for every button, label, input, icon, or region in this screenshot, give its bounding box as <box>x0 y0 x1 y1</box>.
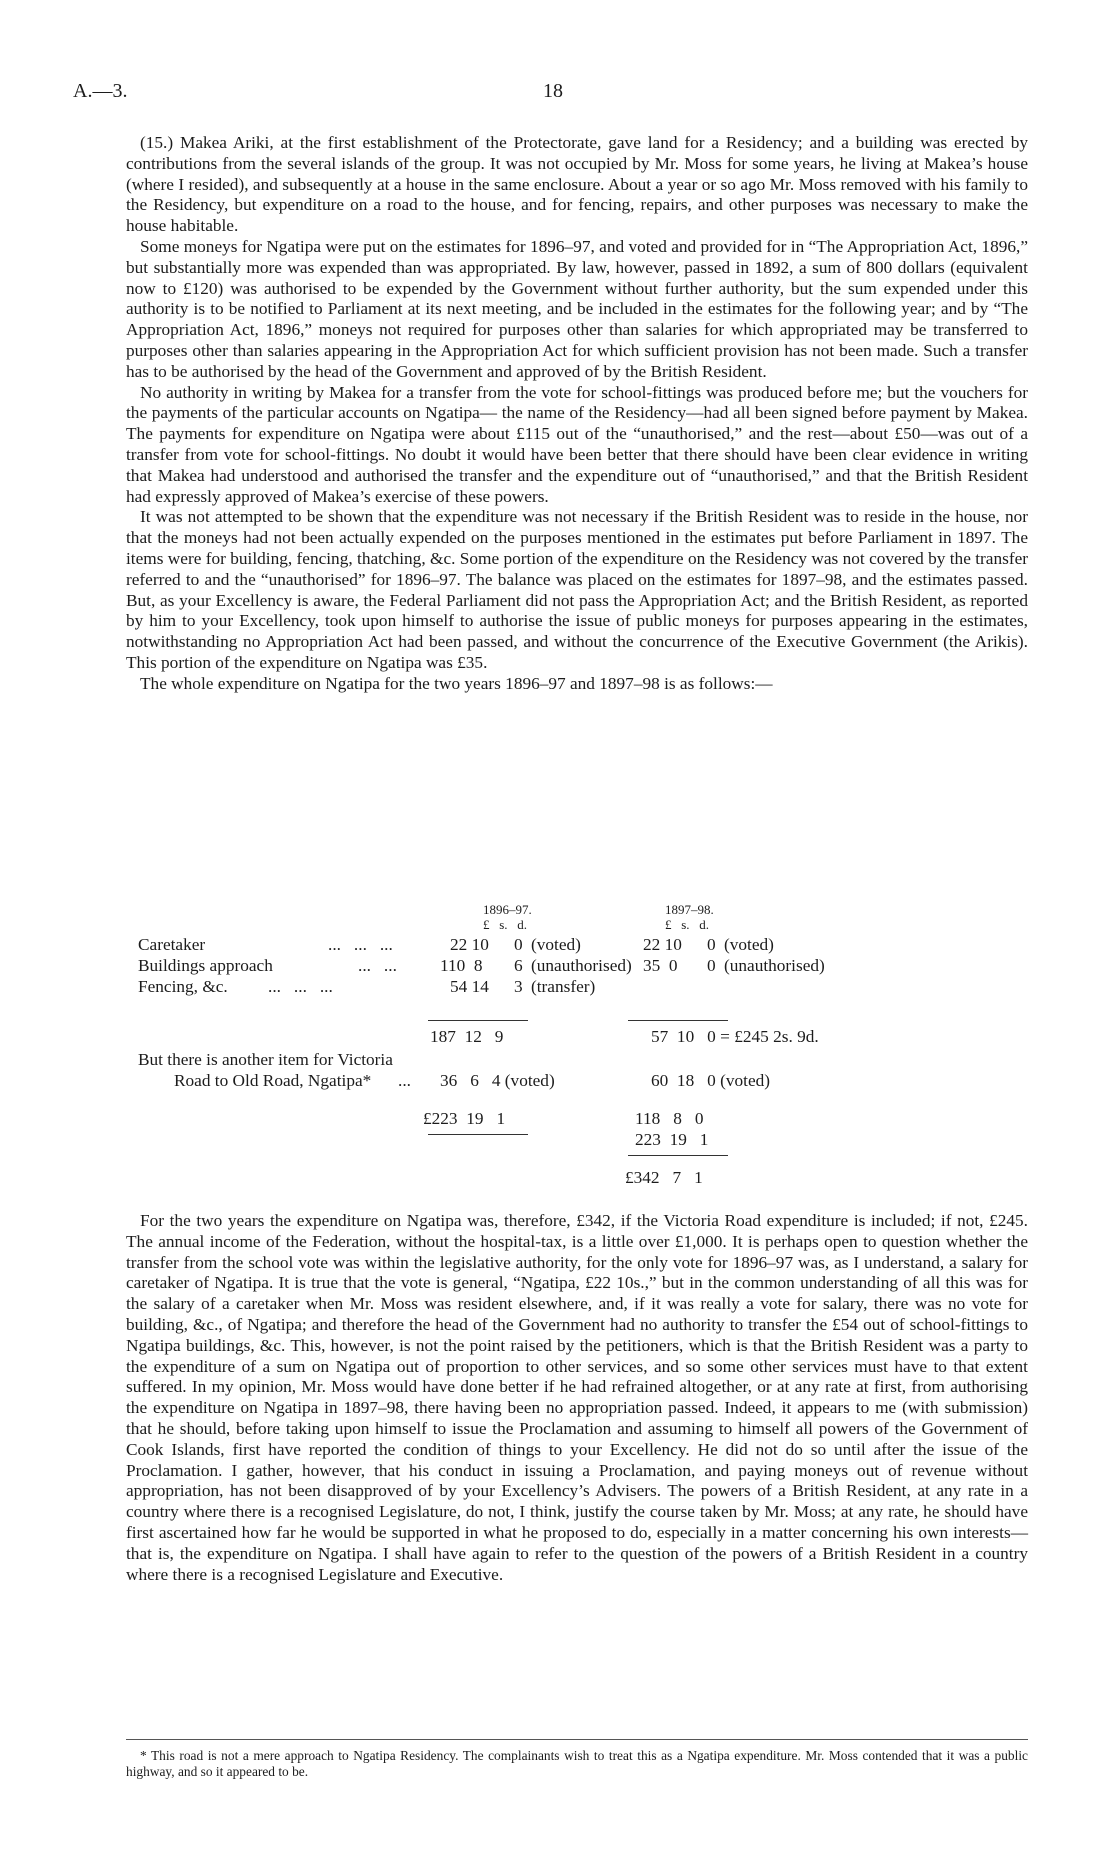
row-note-1896: (voted) <box>531 935 581 954</box>
row-label-fencing: Fencing, &c. <box>138 977 228 996</box>
row-leader: ... ... ... <box>268 977 333 996</box>
total-rule-1896 <box>428 1134 528 1135</box>
document-reference: A.—3. <box>73 80 128 102</box>
row-value-1897: 22 10 <box>643 935 682 954</box>
paragraph-expenditure: It was not attempted to be shown that the expenditure was not necessary if the British Resident was to reside in the house, nor that the moneys had not been actually expended on the purposes mentioned in the estimates put before Parliament in 1897. The items were for building, fencing, thatching, &c. Some portion of the expenditure on the Residency was not covered by the transfer referred to and the “unauthorised” for 1896–97. The balance was placed on the estimates for 1897–98, and the estimates passed. But, as your Excellency is aware, the Federal Parliament did not pass the Appropriation Act; and the British Resident, as reported by him to your Excellency, took upon himself to authorise the issue of public moneys for purposes appearing in the estimates, notwithstanding no Appropriation Act had been passed, and without the concurrence of the Executive Government (the Arikis). This portion of the expenditure on Ngatipa was £35. <box>126 507 1028 672</box>
subtotal-1897: 57 10 0 = £245 2s. 9d. <box>651 1027 819 1046</box>
row-value-1897: 35 0 <box>643 956 678 975</box>
row-pence-1896: 6 <box>514 956 523 975</box>
extra-item-1896: 36 6 4 (voted) <box>440 1071 555 1090</box>
grand-total: £342 7 1 <box>625 1168 703 1187</box>
total-1897: 118 8 0 <box>635 1109 704 1128</box>
carried-total-1896: 223 19 1 <box>635 1130 709 1149</box>
total-1896: £223 19 1 <box>423 1109 506 1128</box>
row-note-1896: (transfer) <box>531 977 596 996</box>
row-pence-1897: 0 <box>707 956 716 975</box>
page-number: 18 <box>543 80 563 102</box>
extra-item-1897: 60 18 0 (voted) <box>651 1071 771 1090</box>
year-heading-1896: 1896–97. <box>483 902 532 917</box>
extra-item-leader: ... <box>398 1071 411 1090</box>
row-pence-1896: 3 <box>514 977 523 996</box>
row-note-1897: (voted) <box>724 935 774 954</box>
footnote-text: * This road is not a mere approach to Ngatipa Residency. The complainants wish to treat this as a Ngatipa expenditure. Mr. Moss contended that it was a public highway, and so it appeared to be. <box>126 1748 1028 1779</box>
row-leader: ... ... ... <box>328 935 393 954</box>
row-pence-1896: 0 <box>514 935 523 954</box>
lsd-heading-1896: £ s. d. <box>483 917 528 932</box>
paragraph-authority: No authority in writing by Makea for a transfer from the vote for school-fittings was produced before me; but the vouchers for the payments of the particular accounts on Ngatipa— the name of the Residency—had all been signed before payment by Makea. The payments for expenditure on Ngatipa were about £115 out of the “unauthorised,” and the rest—about £50—was out of a transfer from vote for school-fittings. No doubt it would have been better that there should have been clear evidence in writing that Makea had understood and authorised the transfer and the expenditure out of “unauthorised,” and that the British Resident had expressly approved of Makea’s exercise of these powers. <box>126 382 1028 506</box>
row-note-1896: (unauthorised) <box>531 956 632 975</box>
year-heading-1897: 1897–98. <box>665 902 714 917</box>
paragraph-15: (15.) Makea Ariki, at the first establishment of the Protectorate, gave land for a Residency; and a building was erected by contributions from the several islands of the group. It was not occupied by Mr. Moss for some years, he living at Makea’s house (where I resided), and subsequently at a house in the same enclosure. About a year or so ago Mr. Moss removed with his family to the Residency, but expenditure on a road to the house, and for fencing, repairs, and other purposes was necessary to make the house habitable. <box>126 133 1028 236</box>
row-note-1897: (unauthorised) <box>724 956 825 975</box>
extra-item-label-line2: Road to Old Road, Ngatipa* <box>174 1071 372 1090</box>
row-value-1896: 22 10 <box>450 935 489 954</box>
row-value-1896: 110 8 <box>440 956 483 975</box>
subtotal-rule-1897 <box>628 1020 728 1021</box>
row-label-buildings: Buildings approach <box>138 956 273 975</box>
row-label-caretaker: Caretaker <box>138 935 206 954</box>
subtotal-rule-1896 <box>428 1020 528 1021</box>
extra-item-label-line1: But there is another item for Victoria <box>138 1050 393 1069</box>
body-text <box>126 133 1028 695</box>
paragraph-conclusion: For the two years the expenditure on Ngatipa was, therefore, £342, if the Victoria Road expenditure is included; if not, £245. The annual income of the Federation, without the hospital-tax, is a little over £1,000. It is perhaps open to question whether the transfer from the school vote was within the legislative authority, for the only vote for 1896–97 was, as I understand, a salary for caretaker of Ngatipa. It is true that the vote is general, “Ngatipa, £22 10s.,” but in the common understanding of all this was for the salary of a caretaker when Mr. Moss was resident elsewhere, and, if it was really a vote for salary, there was no vote for building, &c., of Ngatipa; and therefore the head of the Government had no authority to transfer the £54 out of school-fittings to Ngatipa buildings, &c. This, however, is not the point raised by the petitioners, which is that the British Resident was a party to the expenditure of a sum on Ngatipa out of proportion to other services, and so some other services must have to that extent suffered. In my opinion, Mr. Moss would have done better if he had refrained altogether, or at any rate at first, from authorising the expenditure on Ngatipa in 1897–98, there having been no appropriation passed. Indeed, it appears to me (with submission) that he should, before taking upon himself to issue the Proclamation and assuming to himself all powers of the Government of Cook Islands, first have reported the condition of things to your Excellency. He did not do so until after the issue of the Proclamation. I gather, however, that his conduct in issuing a Proclamation, and paying moneys out of revenue without appropriation, has not been disapproved of by your Excellency’s Advisers. The powers of a British Resident, at any rate in a country where there is a recognised Legislature, do not, I think, justify the course taken by Mr. Moss; at any rate, he should have first ascertained how far he would be supported in what he proposed to do, especially in a matter concerning his own interests—that is, the expenditure on Ngatipa. I shall have again to refer to the question of the powers of a British Resident in a country where there is a recognised Legislature and Executive. <box>126 1211 1028 1584</box>
page-header <box>73 80 1033 108</box>
footnote <box>126 1748 1028 1780</box>
paragraph-estimates: Some moneys for Ngatipa were put on the estimates for 1896–97, and voted and provided for in “The Appropriation Act, 1896,” but substantially more was expended than was appropriated. By law, however, passed in 1892, a sum of 800 dollars (equivalent now to £120) was authorised to be expended by the Government without further authority, but the sum expended under this authority is to be notified to Parliament at its next meeting, and be included in the estimates for the following year; and by “The Appropriation Act, 1896,” moneys not required for purposes other than salaries for which appropriated may be transferred to purposes other than salaries appearing in the Appropriation Act for which sufficient provision has not been made. Such a transfer has to be authorised by the head of the Government and approved of by the British Resident. <box>126 236 1028 381</box>
footnote-divider <box>126 1739 1028 1740</box>
lsd-heading-1897: £ s. d. <box>665 917 710 932</box>
row-leader: ... ... <box>358 956 397 975</box>
table-intro: The whole expenditure on Ngatipa for the two years 1896–97 and 1897–98 is as follows:— <box>140 673 773 693</box>
subtotal-1896: 187 12 9 <box>430 1027 504 1046</box>
row-pence-1897: 0 <box>707 935 716 954</box>
body-text-continued <box>126 1211 1028 1585</box>
row-value-1896: 54 14 <box>450 977 489 996</box>
grand-total-rule <box>628 1155 728 1156</box>
expenditure-table <box>138 902 1018 1202</box>
